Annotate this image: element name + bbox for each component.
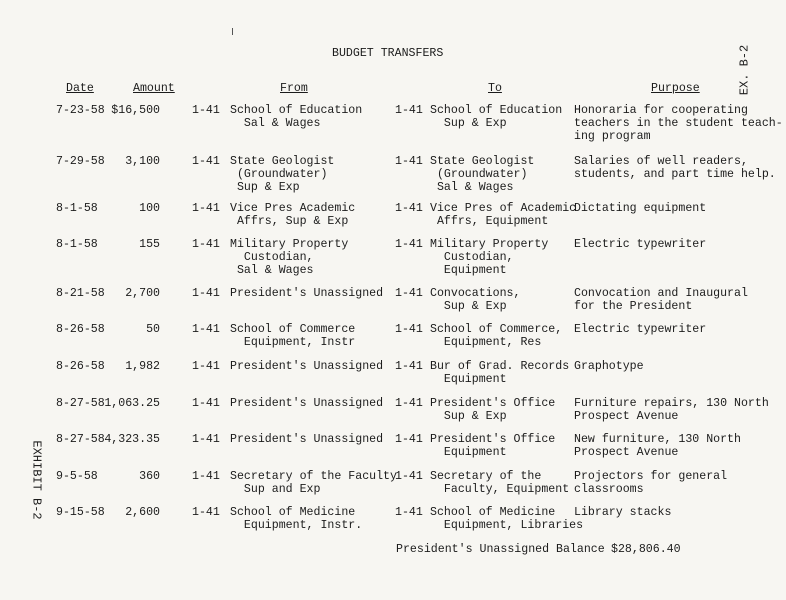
row-purpose bbox=[574, 360, 644, 373]
row-from-line: Military Property bbox=[230, 238, 349, 251]
row-date: 8-1-58 bbox=[56, 202, 98, 215]
row-from bbox=[230, 397, 383, 410]
row-to bbox=[430, 155, 534, 194]
row-from-code: 1-41 bbox=[192, 287, 220, 300]
row-from-line: Secretary of the Faculty bbox=[230, 470, 397, 483]
row-amount: 1,063.25 bbox=[104, 397, 160, 410]
row-to-line: Faculty, Equipment bbox=[430, 483, 570, 496]
row-to-code: 1-41 bbox=[395, 397, 423, 410]
row-purpose bbox=[574, 238, 706, 251]
row-amount: 360 bbox=[139, 470, 160, 483]
row-to-code: 1-41 bbox=[395, 104, 423, 117]
row-to-line: President's Office bbox=[430, 397, 556, 410]
row-purpose bbox=[574, 104, 783, 143]
row-from bbox=[230, 202, 355, 228]
row-to bbox=[430, 202, 576, 228]
row-to-code: 1-41 bbox=[395, 202, 423, 215]
row-purpose-line: students, and part time help. bbox=[574, 168, 776, 181]
row-from-line: School of Commerce bbox=[230, 323, 356, 336]
row-purpose-line: Electric typewriter bbox=[574, 238, 707, 251]
row-from-line: Sup and Exp bbox=[230, 483, 321, 496]
row-to-code: 1-41 bbox=[395, 287, 423, 300]
row-purpose-line: Prospect Avenue bbox=[574, 410, 679, 423]
row-purpose bbox=[574, 323, 706, 336]
row-to-line: State Geologist bbox=[430, 155, 535, 168]
row-from-line: Custodian, bbox=[230, 251, 314, 264]
row-to-code: 1-41 bbox=[395, 433, 423, 446]
header-purpose: Purpose bbox=[651, 82, 700, 95]
balance-value: $28,806.40 bbox=[611, 543, 681, 556]
row-purpose-line: Dictating equipment bbox=[574, 202, 707, 215]
row-from bbox=[230, 433, 383, 446]
row-purpose bbox=[574, 202, 706, 215]
row-from-line: Sup & Exp bbox=[230, 181, 300, 194]
header-to: To bbox=[488, 82, 502, 95]
row-to-line: Equipment, Res bbox=[430, 336, 542, 349]
row-date: 8-1-58 bbox=[56, 238, 98, 251]
row-purpose-line: Furniture repairs, 130 North bbox=[574, 397, 769, 410]
row-amount: 3,100 bbox=[125, 155, 160, 168]
row-to bbox=[430, 287, 520, 313]
row-to-line: (Groundwater) bbox=[430, 168, 528, 181]
row-amount: 1,982 bbox=[125, 360, 160, 373]
row-to-line: Sal & Wages bbox=[430, 181, 514, 194]
row-purpose bbox=[574, 433, 741, 459]
row-to-line: School of Education bbox=[430, 104, 563, 117]
row-to bbox=[430, 360, 569, 386]
row-purpose-line: New furniture, 130 North bbox=[574, 433, 741, 446]
row-to-code: 1-41 bbox=[395, 360, 423, 373]
row-to-line: President's Office bbox=[430, 433, 556, 446]
row-to bbox=[430, 506, 583, 532]
row-purpose bbox=[574, 287, 748, 313]
row-amount: 155 bbox=[139, 238, 160, 251]
row-from bbox=[230, 506, 362, 532]
row-purpose-line: Honoraria for cooperating bbox=[574, 104, 748, 117]
row-to-line: Sup & Exp bbox=[430, 300, 507, 313]
header-amount: Amount bbox=[133, 82, 175, 95]
row-amount: 2,600 bbox=[125, 506, 160, 519]
row-to bbox=[430, 397, 555, 423]
row-from-line: Sal & Wages bbox=[230, 117, 321, 130]
row-from-code: 1-41 bbox=[192, 155, 220, 168]
row-purpose-line: for the President bbox=[574, 300, 693, 313]
row-from-line: Vice Pres Academic bbox=[230, 202, 356, 215]
row-from-code: 1-41 bbox=[192, 506, 220, 519]
row-from-line: School of Education bbox=[230, 104, 363, 117]
row-from-line: President's Unassigned bbox=[230, 287, 384, 300]
row-purpose-line: teachers in the student teach- bbox=[574, 117, 783, 130]
row-purpose bbox=[574, 470, 727, 496]
row-from-code: 1-41 bbox=[192, 397, 220, 410]
row-from-code: 1-41 bbox=[192, 238, 220, 251]
row-to bbox=[430, 238, 548, 277]
row-to-line: Equipment bbox=[430, 264, 507, 277]
row-date: 9-5-58 bbox=[56, 470, 98, 483]
row-to-line: School of Medicine bbox=[430, 506, 556, 519]
row-from bbox=[230, 238, 348, 277]
row-to-line: Bur of Grad. Records bbox=[430, 360, 570, 373]
row-date: 7-29-58 bbox=[56, 155, 105, 168]
row-to-code: 1-41 bbox=[395, 323, 423, 336]
row-purpose-line: Library stacks bbox=[574, 506, 672, 519]
row-from bbox=[230, 287, 383, 300]
row-purpose bbox=[574, 397, 769, 423]
row-to-line: Vice Pres of Academic bbox=[430, 202, 577, 215]
row-date: 8-27-58 bbox=[56, 397, 105, 410]
row-from-line: State Geologist bbox=[230, 155, 335, 168]
row-date: 8-21-58 bbox=[56, 287, 105, 300]
row-amount: 2,700 bbox=[125, 287, 160, 300]
row-from-line: President's Unassigned bbox=[230, 433, 384, 446]
row-purpose-line: Electric typewriter bbox=[574, 323, 707, 336]
row-from bbox=[230, 323, 355, 349]
row-to-line: Affrs, Equipment bbox=[430, 215, 549, 228]
row-to-code: 1-41 bbox=[395, 155, 423, 168]
row-to bbox=[430, 323, 562, 349]
row-to bbox=[430, 104, 562, 130]
row-purpose bbox=[574, 506, 671, 519]
row-to-line: Equipment, Libraries bbox=[430, 519, 584, 532]
row-from-line: President's Unassigned bbox=[230, 360, 384, 373]
row-to-line: School of Commerce, bbox=[430, 323, 563, 336]
row-amount: 4,323.35 bbox=[104, 433, 160, 446]
row-date: 8-27-58 bbox=[56, 433, 105, 446]
row-from-code: 1-41 bbox=[192, 104, 220, 117]
row-from-code: 1-41 bbox=[192, 470, 220, 483]
row-from-line: President's Unassigned bbox=[230, 397, 384, 410]
side-label-right: EX. B-2 bbox=[737, 44, 752, 96]
balance-label: President's Unassigned Balance bbox=[396, 543, 605, 556]
row-to-line: Custodian, bbox=[430, 251, 514, 264]
row-amount: $16,500 bbox=[111, 104, 160, 117]
document-title: BUDGET TRANSFERS bbox=[332, 47, 444, 60]
row-purpose-line: classrooms bbox=[574, 483, 644, 496]
row-date: 8-26-58 bbox=[56, 360, 105, 373]
row-amount: 100 bbox=[139, 202, 160, 215]
row-from bbox=[230, 155, 334, 194]
row-to-line: Equipment bbox=[430, 446, 507, 459]
row-to-code: 1-41 bbox=[395, 470, 423, 483]
row-purpose bbox=[574, 155, 776, 181]
row-from-code: 1-41 bbox=[192, 360, 220, 373]
header-date: Date bbox=[66, 82, 94, 95]
row-from bbox=[230, 470, 397, 496]
row-from-code: 1-41 bbox=[192, 433, 220, 446]
row-from-line: Equipment, Instr bbox=[230, 336, 356, 349]
row-from-line: Equipment, Instr. bbox=[230, 519, 363, 532]
row-from bbox=[230, 360, 383, 373]
row-date: 7-23-58 bbox=[56, 104, 105, 117]
row-to-line: Military Property bbox=[430, 238, 549, 251]
row-from-line: Affrs, Sup & Exp bbox=[230, 215, 349, 228]
row-from-line: Sal & Wages bbox=[230, 264, 314, 277]
row-purpose-line: ing program bbox=[574, 130, 651, 143]
row-from bbox=[230, 104, 362, 130]
side-label-left: EXHIBIT B-2 bbox=[29, 440, 44, 520]
row-purpose-line: Projectors for general bbox=[574, 470, 728, 483]
row-to-code: 1-41 bbox=[395, 506, 423, 519]
row-to bbox=[430, 433, 555, 459]
row-purpose-line: Prospect Avenue bbox=[574, 446, 679, 459]
row-from-code: 1-41 bbox=[192, 202, 220, 215]
row-to-line: Sup & Exp bbox=[430, 117, 507, 130]
row-to bbox=[430, 470, 569, 496]
row-to-line: Equipment bbox=[430, 373, 507, 386]
row-date: 8-26-58 bbox=[56, 323, 105, 336]
row-purpose-line: Graphotype bbox=[574, 360, 644, 373]
row-amount: 50 bbox=[146, 323, 160, 336]
row-to-code: 1-41 bbox=[395, 238, 423, 251]
row-date: 9-15-58 bbox=[56, 506, 105, 519]
header-from: From bbox=[280, 82, 308, 95]
row-to-line: Convocations, bbox=[430, 287, 521, 300]
scan-mark bbox=[232, 28, 233, 35]
row-from-line: School of Medicine bbox=[230, 506, 356, 519]
row-purpose-line: Salaries of well readers, bbox=[574, 155, 748, 168]
row-from-line: (Groundwater) bbox=[230, 168, 328, 181]
row-to-line: Sup & Exp bbox=[430, 410, 507, 423]
row-from-code: 1-41 bbox=[192, 323, 220, 336]
row-purpose-line: Convocation and Inaugural bbox=[574, 287, 748, 300]
row-to-line: Secretary of the bbox=[430, 470, 542, 483]
